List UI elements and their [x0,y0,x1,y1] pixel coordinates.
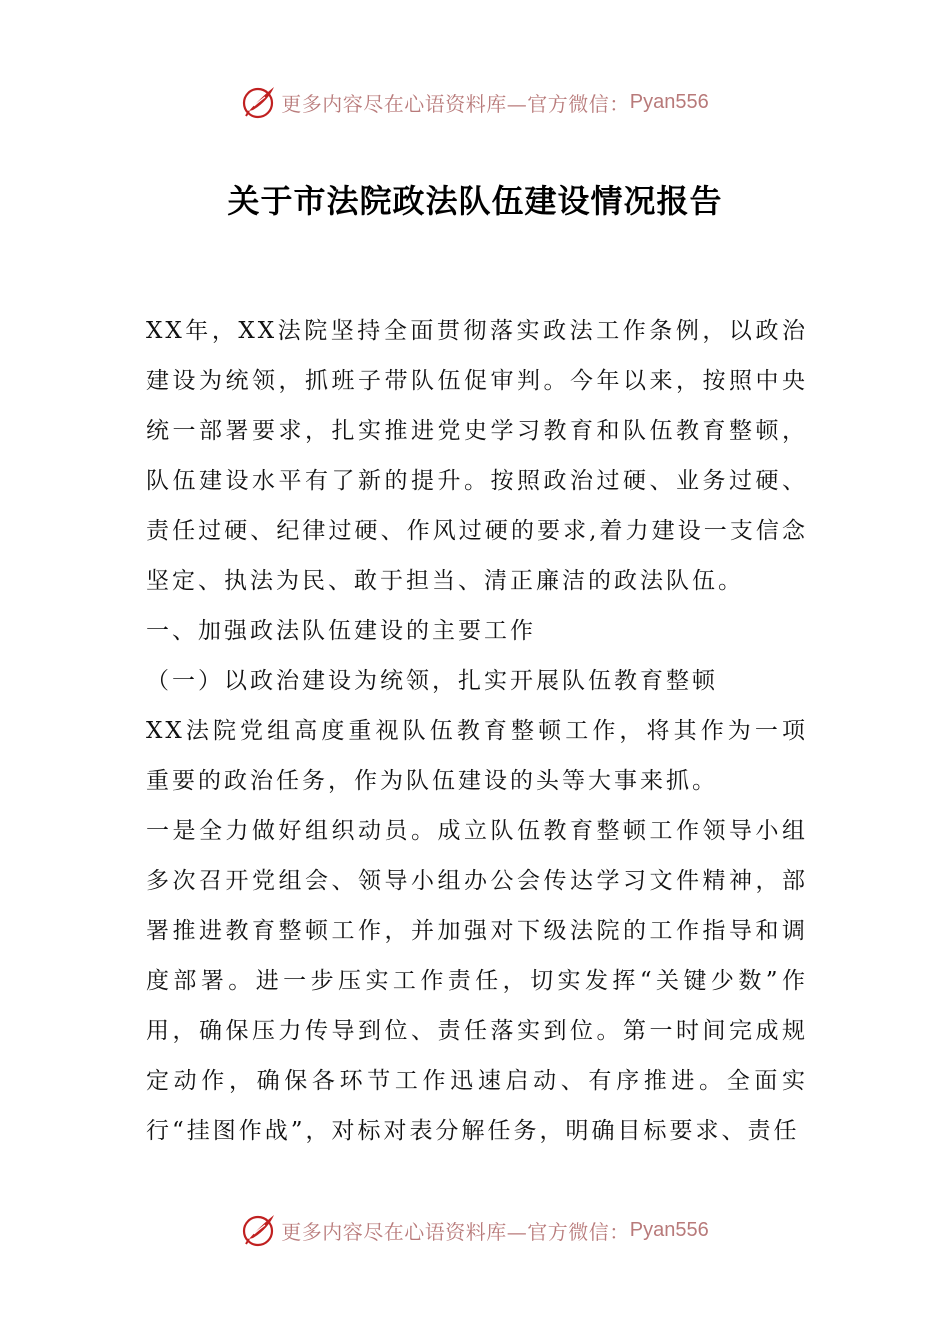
section-heading: 一、加强政法队伍建设的主要工作 [146,618,536,644]
quill-pen-icon [241,84,277,120]
document-title: 关于市法院政法队伍建设情况报告 [227,182,723,220]
body-paragraph: XX法院党组高度重视队伍教育整顿工作，将其作为一项重要的政治任务，作为队伍建设的头等大事来抓。 [146,718,808,794]
footer-watermark [0,1210,950,1250]
document-body [146,306,808,1156]
watermark-text: 更多内容尽在心语资料库—官方微信： [281,91,630,116]
intro-paragraph: XX年，XX法院坚持全面贯彻落实政法工作条例，以政治建设为统领，抓班子带队伍促审判。今年以来，按照中央统一部署要求，扎实推进党史学习教育和队伍教育整顿，队伍建设水平有了新的提升。按照政治过硬、业务过硬、责任过硬、纪律过硬、作风过硬的要求,着力建设一支信念坚定、执法为民、敢于担当、清正廉洁的政法队伍。 [146,318,808,594]
watermark-text: 更多内容尽在心语资料库—官方微信： [281,1219,630,1244]
subsection-heading: （一）以政治建设为统领，扎实开展队伍教育整顿 [146,668,718,694]
header-watermark [0,82,950,122]
quill-pen-icon [241,1212,277,1248]
watermark-wechat-id: Pyan556 [629,1218,709,1241]
body-paragraph: 一是全力做好组织动员。成立队伍教育整顿工作领导小组多次召开党组会、领导小组办公会传达学习文件精神，部署推进教育整顿工作，并加强对下级法院的工作指导和调度部署。进一步压实工作责任，切实发挥“关键少数”作用，确保压力传导到位、责任落实到位。第一时间完成规定动作，确保各环节工作迅速启动、有序推进。全面实行“挂图作战”，对标对表分解任务，明确目标要求、责任 [146,818,808,1144]
watermark-wechat-id: Pyan556 [629,90,709,113]
